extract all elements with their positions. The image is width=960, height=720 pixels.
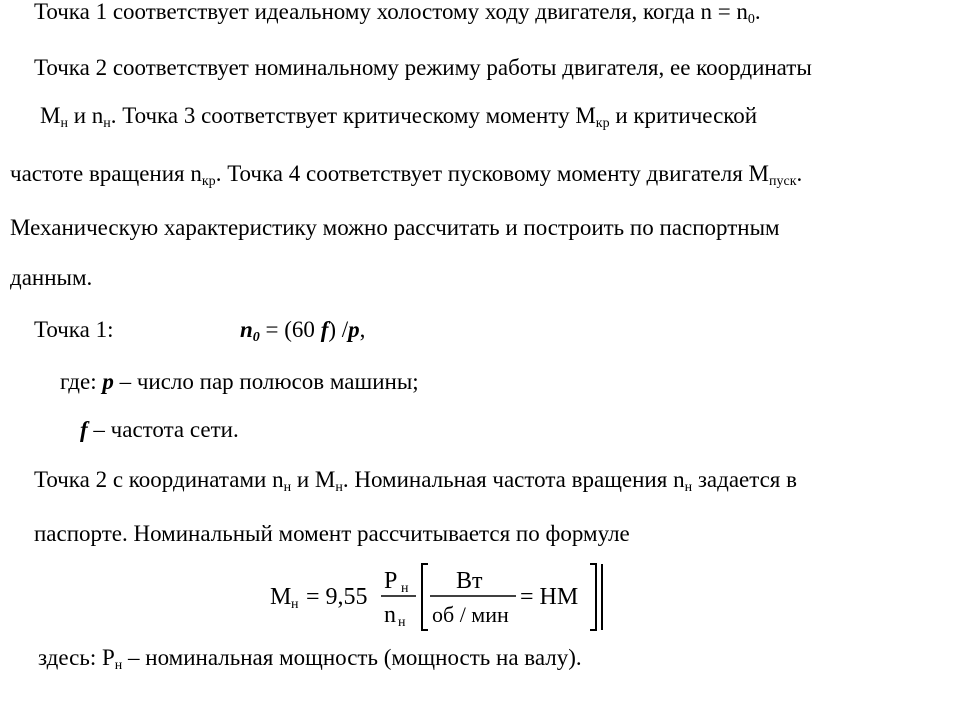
- text: и n: [67, 103, 104, 128]
- text: .: [754, 0, 761, 24]
- formula-num-sub: н: [401, 581, 409, 596]
- variable: p: [102, 369, 114, 394]
- text: и М: [291, 467, 336, 492]
- text: – номинальная мощность (мощность на валу).: [122, 645, 582, 670]
- text: и критической: [609, 103, 758, 128]
- subscript: пуск: [769, 174, 797, 189]
- paragraph-point2: [34, 54, 812, 82]
- text: – частота сети.: [87, 417, 239, 442]
- subscript: н: [283, 480, 292, 495]
- paragraph-passport: [34, 520, 630, 548]
- formula-point1-label: [34, 316, 113, 344]
- text: – число пар полюсов машины;: [113, 369, 419, 394]
- formula-lhs-sub: н: [291, 597, 299, 612]
- text: = (60: [259, 317, 321, 342]
- left-bracket: [422, 564, 428, 630]
- variable: p: [348, 317, 360, 342]
- paragraph-point3: [40, 102, 757, 130]
- definition-f: [80, 416, 239, 444]
- subscript: 0: [252, 330, 260, 345]
- formula-lhs: М: [270, 584, 292, 610]
- definition-p: [60, 368, 419, 396]
- text: паспорте. Номинальный момент рассчитывается по формуле: [34, 521, 630, 546]
- formula-den: n: [384, 602, 396, 628]
- text: здесь: Р: [38, 645, 115, 670]
- text: Механическую характеристику можно рассчитать и построить по паспортным: [10, 215, 780, 240]
- text: Точка 1 соответствует идеальному холостому ходу двигателя, когда n = n: [34, 0, 748, 24]
- subscript: н: [335, 480, 343, 495]
- paragraph-power: [38, 644, 582, 672]
- text: . Точка 3 соответствует критическому моменту М: [110, 103, 596, 128]
- formula-num: Р: [384, 568, 398, 594]
- text: .: [796, 161, 803, 186]
- text: где:: [60, 369, 103, 394]
- paragraph-point4: [10, 160, 802, 188]
- subscript: н: [114, 658, 123, 673]
- formula-unit-den: об / мин: [432, 602, 509, 627]
- subscript: 0: [747, 12, 755, 27]
- formula-unit-num: Вт: [456, 568, 483, 594]
- subscript: н: [684, 480, 693, 495]
- text: частоте вращения n: [10, 161, 202, 186]
- text: ,: [359, 317, 366, 342]
- text: данным.: [10, 265, 93, 290]
- variable: n: [240, 317, 253, 342]
- subscript: кр: [201, 174, 216, 189]
- formula-unit-eq: = НМ: [520, 584, 579, 610]
- variable: f: [80, 417, 88, 442]
- formula-point1: [240, 316, 365, 344]
- paragraph-characteristic: [10, 214, 780, 242]
- text: Точка 2 с координатами n: [34, 467, 284, 492]
- paragraph-point2-coords: [34, 466, 797, 494]
- subscript: н: [60, 116, 68, 131]
- text: . Точка 4 соответствует пусковому моменту двигателя М: [215, 161, 769, 186]
- text: ) /: [328, 317, 349, 342]
- right-bracket: [590, 564, 596, 630]
- text: М: [40, 103, 61, 128]
- formula-den-sub: н: [398, 615, 406, 630]
- variable: f: [320, 317, 329, 342]
- formula-coef: = 9,55: [306, 584, 368, 610]
- subscript: н: [103, 116, 111, 131]
- text: Точка 1:: [34, 317, 114, 342]
- paragraph-point1: [34, 0, 761, 26]
- subscript: кр: [595, 116, 610, 131]
- text: Точка 2 соответствует номинальному режиму работы двигателя, ее координаты: [34, 55, 812, 80]
- text: . Номинальная частота вращения n: [342, 467, 685, 492]
- formula-nominal-moment: [266, 562, 606, 632]
- text: задается в: [692, 467, 797, 492]
- paragraph-data: [10, 264, 92, 292]
